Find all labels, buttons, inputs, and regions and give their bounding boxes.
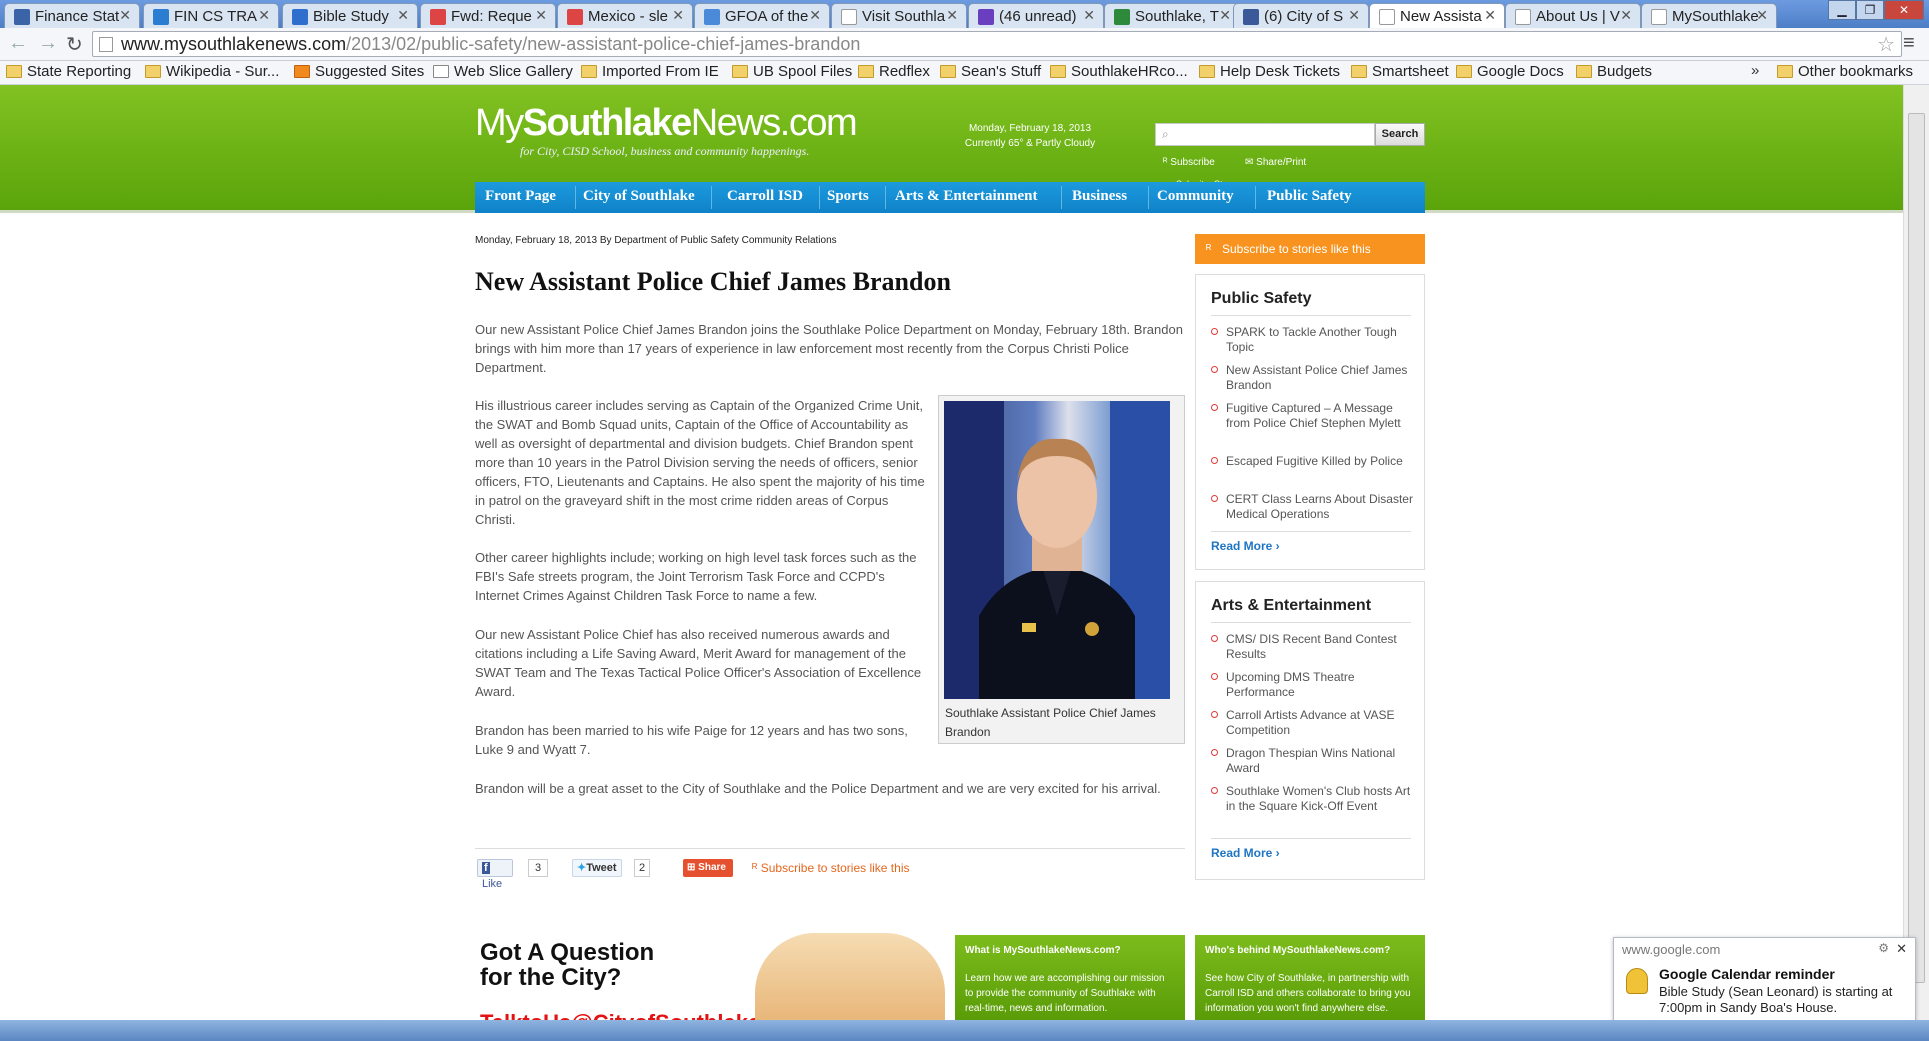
bookmark-label: SouthlakeHRco... (1071, 63, 1188, 80)
who-is-behind-box[interactable] (1195, 935, 1425, 1020)
tab-favicon (704, 9, 720, 25)
close-tab-icon[interactable]: ✕ (1348, 7, 1360, 23)
tab-favicon (430, 9, 446, 25)
story-title: Fugitive Captured – A Message from Police Chief Stephen Mylett (1226, 401, 1401, 430)
bookmark-item[interactable] (940, 63, 1041, 80)
folder-icon (1456, 65, 1472, 78)
arts-heading: Arts & Entertainment (1211, 597, 1372, 614)
article-title: New Assistant Police Chief James Brandon (475, 267, 951, 296)
article-paragraph: Brandon has been married to his wife Paige for 12 years and has two sons, Luke 9 and Wyatt 7. (475, 723, 908, 757)
folder-icon (1050, 65, 1066, 78)
tab-favicon (841, 9, 857, 25)
bullet-icon (1211, 749, 1218, 756)
tab-favicon (978, 9, 994, 25)
share-divider (475, 848, 1185, 849)
notification-body: Bible Study (Sean Leonard) is starting at 7:00pm in Sandy Boa's House. (1659, 984, 1893, 1015)
nav-arts-entertainment[interactable]: Arts & Entertainment (895, 188, 1038, 204)
story-title: Escaped Fugitive Killed by Police (1226, 454, 1403, 468)
share-button[interactable] (683, 859, 733, 877)
bookmark-item[interactable] (6, 63, 131, 80)
nav-divider (1255, 186, 1256, 209)
forward-icon[interactable]: → (38, 32, 58, 54)
tab-favicon (567, 9, 583, 25)
bookmark-item[interactable] (1456, 63, 1564, 80)
nav-divider (819, 186, 820, 209)
tab-9[interactable] (1233, 3, 1369, 28)
sidebar-story-link[interactable] (1211, 708, 1416, 738)
notification-title: Google Calendar reminder (1659, 966, 1835, 982)
tab-3[interactable] (420, 3, 556, 28)
article-paragraph: Brandon will be a great asset to the City of Southlake and the Police Department and we are very excited for his arrival. (475, 781, 1161, 796)
story-title: New Assistant Police Chief James Brandon (1226, 363, 1408, 392)
folder-icon (1576, 65, 1592, 78)
bookmarks-bar (0, 61, 1929, 85)
tab-label: FIN CS TRA (174, 8, 258, 25)
bullet-icon (1211, 673, 1218, 680)
search-button[interactable]: Search (1375, 123, 1425, 146)
folder-icon (145, 65, 161, 78)
rss-icon: ᴿ (1206, 242, 1212, 256)
windows-taskbar (0, 1020, 1929, 1041)
tab-label: Mexico - sle (588, 8, 669, 25)
sidebar-story-link[interactable] (1211, 632, 1416, 662)
page-icon (433, 65, 449, 78)
tab-12[interactable] (1641, 3, 1777, 28)
what-is-box[interactable] (955, 935, 1185, 1020)
folder-icon (1199, 65, 1215, 78)
close-window-icon[interactable]: ✕ (1884, 0, 1924, 20)
close-tab-icon[interactable]: ✕ (119, 7, 131, 23)
bullet-icon (1211, 711, 1218, 718)
close-tab-icon[interactable]: ✕ (672, 7, 684, 23)
tab-label: GFOA of the (725, 8, 809, 25)
bookmark-label: Imported From IE (602, 63, 719, 80)
public-safety-box (1195, 274, 1425, 570)
close-tab-icon[interactable]: ✕ (258, 7, 270, 23)
tab-favicon (292, 9, 308, 25)
tab-favicon (1114, 9, 1130, 25)
notification-source: www.google.com (1622, 942, 1721, 957)
search-icon: ⌕ (1162, 127, 1169, 141)
date-weather (955, 121, 1105, 151)
bell-icon (1626, 968, 1648, 994)
folder-icon (1351, 65, 1367, 78)
minimize-icon[interactable]: ▁ (1828, 0, 1856, 20)
bullet-icon (1211, 635, 1218, 642)
folder-icon (581, 65, 597, 78)
like-label: Like (482, 878, 503, 890)
sidebar-story-link[interactable] (1211, 325, 1416, 355)
scrollbar-thumb[interactable] (1908, 113, 1925, 983)
nav-divider (885, 186, 886, 209)
bookmark-label: Help Desk Tickets (1220, 63, 1341, 80)
tab-10-active[interactable] (1369, 3, 1505, 29)
close-tab-icon[interactable]: ✕ (1219, 7, 1231, 23)
tab-7[interactable] (968, 3, 1104, 28)
arts-entertainment-box (1195, 581, 1425, 880)
sidebar-story-link[interactable] (1211, 492, 1416, 522)
tab-label: About Us | V (1536, 8, 1620, 25)
logo-southlake: Southlake (522, 102, 691, 144)
public-safety-heading: Public Safety (1211, 290, 1312, 307)
bookmark-label: Budgets (1597, 63, 1653, 80)
site-tagline: for City, CISD School, business and community happenings. (520, 144, 810, 158)
police-chief-photo[interactable] (944, 401, 1170, 699)
folder-icon (858, 65, 874, 78)
bookmark-label: Wikipedia - Sur... (166, 63, 280, 80)
rss-icon: ᴿ (1163, 157, 1171, 168)
article-meta: Monday, February 18, 2013 By Department of Public Safety Community Relations (475, 235, 837, 246)
who-is-behind-title: Who's behind MySouthlakeNews.com? (1205, 945, 1391, 956)
nav-business[interactable]: Business (1072, 188, 1128, 204)
sidebar-story-link[interactable] (1211, 454, 1416, 469)
tab-11[interactable] (1505, 3, 1641, 28)
menu-icon[interactable]: ≡ (1903, 32, 1915, 54)
bookmark-item[interactable] (581, 63, 719, 80)
close-tab-icon[interactable]: ✕ (1083, 7, 1095, 23)
facebook-icon: f (484, 862, 488, 874)
bullet-icon (1211, 457, 1218, 464)
current-date: Monday, February 18, 2013 (968, 123, 1092, 134)
sidebar-story-link[interactable] (1211, 363, 1416, 393)
divider (1211, 315, 1411, 316)
nav-community[interactable]: Community (1157, 188, 1234, 204)
mail-icon: ✉ (1245, 157, 1257, 168)
reload-icon[interactable]: ↻ (66, 34, 83, 56)
tab-favicon (1379, 9, 1395, 25)
photo-caption: Southlake Assistant Police Chief James Brandon (945, 706, 1156, 739)
article-photo-frame (938, 395, 1185, 744)
current-weather: Currently 65° & Partly Cloudy (964, 138, 1096, 149)
tweet-count: 2 (634, 859, 650, 877)
bookmark-label: Smartsheet (1372, 63, 1449, 80)
bullet-icon (1211, 366, 1218, 373)
bullet-icon (1211, 404, 1218, 411)
close-tab-icon[interactable]: ✕ (397, 7, 409, 23)
bookmark-label: UB Spool Files (753, 63, 853, 80)
twitter-icon: ✦ (577, 862, 587, 874)
nav-sports[interactable]: Sports (827, 188, 869, 204)
url-host: www.mysouthlakenews.com (121, 34, 347, 54)
tab-label: Visit Southla (862, 8, 946, 25)
close-tab-icon[interactable]: ✕ (535, 7, 547, 23)
story-title: Dragon Thespian Wins National Award (1226, 746, 1396, 775)
plus-icon: ⊞ (687, 862, 699, 873)
nav-city-of-southlake[interactable]: City of Southlake (583, 188, 695, 204)
tab-label: Finance Stat (35, 8, 120, 25)
folder-icon (732, 65, 748, 78)
wrench-icon[interactable]: ⚙ (1878, 941, 1889, 955)
tab-favicon (14, 9, 30, 25)
what-is-title: What is MySouthlakeNews.com? (965, 945, 1121, 956)
divider (1211, 838, 1411, 839)
star-icon[interactable]: ☆ (1877, 34, 1895, 56)
folder-icon (1777, 65, 1793, 78)
tab-strip (0, 0, 1929, 28)
subscribe-label: Subscribe (1170, 157, 1215, 168)
nav-carroll-isd[interactable]: Carroll ISD (727, 188, 803, 204)
tab-label: New Assista (1400, 8, 1482, 25)
bookmark-label: Redflex (879, 63, 930, 80)
portrait-illustration (944, 401, 1170, 699)
divider (1211, 622, 1411, 623)
bullet-icon (1211, 495, 1218, 502)
share-label: Share (698, 862, 726, 873)
tab-8[interactable] (1104, 3, 1240, 28)
article-paragraph: Our new Assistant Police Chief has also received numerous awards and citations including a Life Saving Award, Merit Award for management of the SWAT Team and The Texas Tactical Police Officer's Association of Excellence Award. (475, 627, 922, 699)
bookmark-item[interactable] (732, 63, 852, 80)
nav-divider (1148, 186, 1149, 209)
tweet-label: Tweet (586, 862, 617, 874)
bookmark-item[interactable] (294, 63, 424, 80)
close-notification-icon[interactable]: ✕ (1896, 941, 1907, 956)
bookmark-label: Suggested Sites (315, 63, 425, 80)
close-tab-icon[interactable]: ✕ (1620, 7, 1632, 23)
share-print-label: Share/Print (1256, 157, 1307, 168)
subscribe-stories-label: Subscribe to stories like this (760, 861, 910, 875)
web-page (0, 85, 1903, 1020)
story-title: CMS/ DIS Recent Band Contest Results (1226, 632, 1397, 661)
tab-label: Fwd: Reque (451, 8, 532, 25)
who-is-behind-body: See how City of Southlake, in partnership with Carroll ISD and others collaborate to bring you information you won't find anywhere else. (1205, 973, 1411, 1014)
bookmark-label: State Reporting (27, 63, 132, 80)
sidebar-subscribe-button[interactable] (1195, 234, 1425, 264)
bookmark-item[interactable] (1199, 63, 1340, 80)
close-tab-icon[interactable]: ✕ (946, 7, 958, 23)
bookmark-label: Google Docs (1477, 63, 1564, 80)
logo-my: My (475, 102, 523, 144)
article-paragraph: Our new Assistant Police Chief James Brandon joins the Southlake Police Department on Monday, February 18th. Brandon brings with him more than 17 years of experience in law enforcement most recently from the Corpus Christi Police Department. (475, 322, 1183, 375)
divider (1211, 531, 1411, 532)
tab-0[interactable] (4, 3, 140, 28)
maximize-icon[interactable]: ❐ (1856, 0, 1884, 20)
got-question-heading: Got A Question for the City? (480, 939, 655, 991)
address-bar[interactable] (92, 31, 1902, 57)
bullet-icon (1211, 328, 1218, 335)
tab-favicon (153, 9, 169, 25)
story-title: SPARK to Tackle Another Tough Topic (1226, 325, 1397, 354)
sidebar-subscribe-label: Subscribe to stories like this (1222, 242, 1371, 256)
rss-icon: ᴿ (752, 861, 761, 875)
site-header (0, 85, 1903, 213)
calendar-notification[interactable] (1613, 937, 1916, 1022)
folder-icon (6, 65, 22, 78)
nav-public-safety[interactable]: Public Safety (1267, 188, 1352, 204)
browser-toolbar (0, 28, 1929, 61)
tab-label: (46 unread) (999, 8, 1077, 25)
bookmark-label: Sean's Stuff (961, 63, 1042, 80)
like-count: 3 (528, 859, 548, 877)
sidebar-story-link[interactable] (1211, 784, 1416, 814)
tab-favicon (1243, 9, 1259, 25)
sidebar-story-link[interactable] (1211, 746, 1416, 776)
read-more-link[interactable]: Read More › (1211, 539, 1280, 553)
tab-5[interactable] (694, 3, 830, 28)
article-paragraph: Other career highlights include; working on high level task forces such as the FBI's Safe streets program, the Joint Terrorism Task Force and CCPD's Internet Crimes Against Children Task Force to name a few. (475, 550, 917, 603)
tab-6[interactable] (831, 3, 967, 28)
tab-label: MySouthlake (1672, 8, 1759, 25)
close-tab-icon[interactable]: ✕ (1484, 7, 1496, 23)
story-title: Upcoming DMS Theatre Performance (1226, 670, 1355, 699)
page-scrollbar[interactable] (1903, 85, 1929, 1020)
sidebar-story-link[interactable] (1211, 670, 1416, 700)
nav-divider (711, 186, 712, 209)
what-is-body: Learn how we are accomplishing our mission to provide the community of Southlake with real-time, news and information. (965, 973, 1165, 1014)
promo-woman-image (755, 933, 945, 1020)
page-icon (99, 37, 113, 52)
tab-favicon (1651, 9, 1667, 25)
bookmark-item[interactable] (1576, 63, 1652, 80)
tab-label: Southlake, T (1135, 8, 1219, 25)
sidebar-story-link[interactable] (1211, 401, 1416, 431)
bookmark-item[interactable] (1050, 63, 1188, 80)
tab-label: Bible Study (313, 8, 389, 25)
back-icon[interactable]: ← (8, 32, 28, 54)
nav-front-page[interactable]: Front Page (485, 188, 556, 204)
tab-4[interactable] (557, 3, 693, 28)
bookmark-label: Web Slice Gallery (454, 63, 573, 80)
main-nav (475, 182, 1425, 213)
url-path: /2013/02/public-safety/new-assistant-police-chief-james-brandon (346, 34, 861, 54)
tab-label: (6) City of S (1264, 8, 1344, 25)
read-more-link[interactable]: Read More › (1211, 846, 1280, 860)
tab-2[interactable] (282, 3, 418, 28)
folder-icon (940, 65, 956, 78)
article-paragraph: His illustrious career includes serving as Captain of the Organized Crime Unit, the SWAT and Bomb Squad units, Captain of the Office of Accountability as well as oversight of departmental and division budgets. Chief Brandon spent more than 10 years in the Patrol Division serving the needs of officers, senior officers, FTO, Lieutenants and Captains. He also spent the majority of his time in patrol on the graveyard shift in the most crime ridden areas of Corpus Christi. (475, 398, 925, 527)
close-tab-icon[interactable]: ✕ (809, 7, 821, 23)
search-input[interactable] (1155, 123, 1375, 146)
tab-1[interactable] (143, 3, 279, 28)
tab-favicon (1515, 9, 1531, 25)
bullet-icon (1211, 787, 1218, 794)
tweet-button[interactable] (572, 859, 622, 877)
bookmarks-overflow-icon[interactable]: » (1751, 62, 1760, 79)
nav-divider (575, 186, 576, 209)
facebook-like-button[interactable] (477, 859, 513, 890)
close-tab-icon[interactable]: ✕ (1756, 7, 1768, 23)
site-logo[interactable] (475, 102, 856, 145)
subscribe-link[interactable] (1163, 157, 1215, 168)
logo-news: News.com (690, 102, 857, 144)
other-bookmarks[interactable] (1777, 63, 1913, 80)
bookmark-item[interactable] (1351, 63, 1449, 80)
story-title: CERT Class Learns About Disaster Medical Operations (1226, 492, 1413, 521)
nav-divider (1061, 186, 1062, 209)
story-title: Carroll Artists Advance at VASE Competition (1226, 708, 1395, 737)
story-title: Southlake Women's Club hosts Art in the Square Kick-Off Event (1226, 784, 1411, 813)
share-print-link[interactable] (1245, 157, 1306, 168)
bookmark-item[interactable] (858, 63, 930, 80)
suggested-sites-icon (294, 65, 310, 78)
bookmark-item[interactable] (433, 63, 573, 80)
subscribe-stories-link[interactable] (752, 859, 909, 877)
bookmark-item[interactable] (145, 63, 279, 80)
bookmark-label: Other bookmarks (1798, 63, 1914, 80)
